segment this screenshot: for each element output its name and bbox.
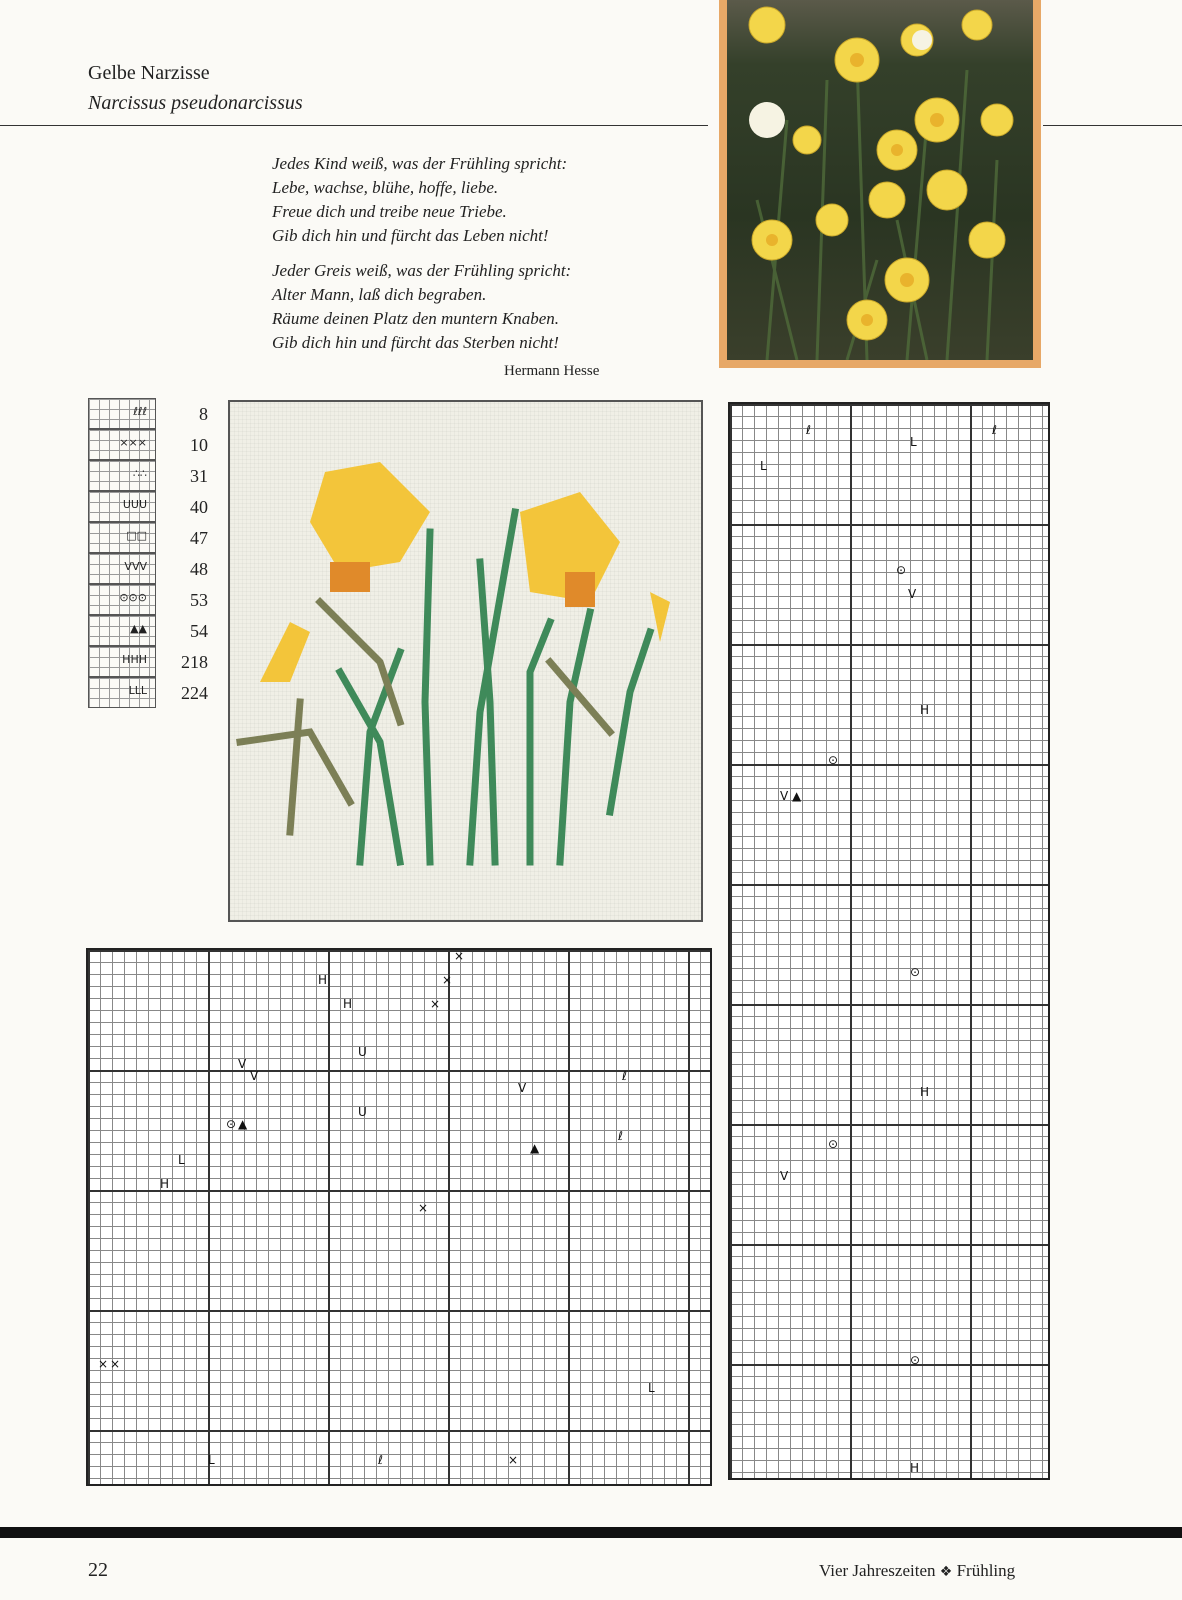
chart-symbol: L [208, 1453, 215, 1467]
chart-symbol: × [430, 997, 441, 1011]
legend-row [88, 646, 212, 677]
legend-symbol: LLL [88, 677, 156, 708]
header-rule-right [1043, 125, 1182, 126]
legend-row [88, 553, 212, 584]
legend-symbol: UUU [88, 491, 156, 522]
poem-line: Räume deinen Platz den muntern Knaben. [272, 309, 560, 328]
chart-symbol: × [442, 973, 453, 987]
legend-row [88, 460, 212, 491]
poem-line: Jeder Greis weiß, was der Frühling spricht: [272, 261, 572, 280]
common-name-title: Gelbe Narzisse [88, 62, 210, 84]
chart-symbol: × [418, 1201, 429, 1215]
chart-symbol: H [160, 1177, 170, 1191]
cross-stitch-chart-bottom [86, 948, 712, 1486]
chart-symbol: U [358, 1045, 367, 1059]
chart-symbol: V [518, 1081, 527, 1095]
stitched-sample-photo [228, 400, 703, 922]
poem-line: Jedes Kind weiß, was der Frühling spricht: [272, 154, 568, 173]
chart-symbol: ⊙ [226, 1117, 237, 1131]
chart-symbol: L [760, 459, 767, 473]
legend-number: 48 [190, 559, 208, 579]
legend-number: 31 [190, 466, 208, 486]
chart-symbol: ⊙ [910, 1353, 921, 1367]
chart-symbol: ⊙ [828, 753, 839, 767]
legend-symbol: ∴∴ [88, 460, 156, 491]
latin-name-title: Narcissus pseudonarcissus [88, 92, 303, 114]
chart-symbol: L [910, 435, 917, 449]
page-number: 22 [88, 1559, 108, 1581]
chart-symbol: V [908, 587, 917, 601]
footer-separator-icon: ❖ [939, 1564, 953, 1580]
chart-symbol: H [910, 1461, 920, 1475]
chart-symbol: L [648, 1381, 655, 1395]
legend-symbol: ℓℓℓ [88, 398, 156, 429]
legend-row [88, 615, 212, 646]
chart-symbol: ℓ [618, 1129, 623, 1143]
chart-symbol: ⊙ [910, 965, 921, 979]
legend-symbol: ▲▲ [88, 615, 156, 646]
legend-number: 40 [190, 497, 208, 517]
chart-symbol: V [250, 1069, 259, 1083]
chart-symbol: ℓ [378, 1453, 383, 1467]
poem-stanza-2 [272, 259, 571, 355]
legend-symbol: □□ [88, 522, 156, 553]
legend-symbol: HHH [88, 646, 156, 677]
chart-symbol: V [780, 789, 789, 803]
chart-symbol: × [98, 1357, 109, 1371]
legend-row [88, 491, 212, 522]
legend-number: 218 [181, 652, 208, 672]
footer-bar [0, 1527, 1182, 1538]
chart-symbol: × [110, 1357, 121, 1371]
legend-symbol: ××× [88, 429, 156, 460]
poem-author: Hermann Hesse [504, 363, 600, 379]
stitched-daffodil-illustration [230, 402, 701, 920]
legend-number: 54 [190, 621, 208, 641]
daffodil-photo [727, 0, 1033, 360]
poem-line: Gib dich hin und fürcht das Leben nicht! [272, 226, 549, 245]
book-title: Vier Jahreszeiten [819, 1561, 936, 1580]
chart-symbol: H [920, 703, 930, 717]
chart-symbol: ▲ [792, 789, 802, 803]
cross-stitch-chart-right [728, 402, 1050, 1480]
daffodil-photo-frame [719, 0, 1041, 368]
chart-symbol: ℓ [992, 423, 997, 437]
chart-symbol: V [238, 1057, 247, 1071]
legend-number: 53 [190, 590, 208, 610]
legend-row [88, 584, 212, 615]
footer-running-title [819, 1561, 1015, 1581]
chart-symbol: ℓ [622, 1069, 627, 1083]
chapter-title: Frühling [956, 1561, 1016, 1580]
chart-symbol: U [358, 1105, 367, 1119]
legend-symbol: ⊙⊙⊙ [88, 584, 156, 615]
chart-symbol: H [920, 1085, 930, 1099]
chart-symbol: H [318, 973, 328, 987]
chart-symbol: × [508, 1453, 519, 1467]
legend-row [88, 429, 212, 460]
legend-row [88, 398, 212, 429]
legend-symbol: VVV [88, 553, 156, 584]
poem-line: Gib dich hin und fürcht das Sterben nicht! [272, 333, 559, 352]
chart-symbol: ▲ [530, 1141, 540, 1155]
chart-symbol: V [780, 1169, 789, 1183]
poem-line: Lebe, wachse, blühe, hoffe, liebe. [272, 178, 499, 197]
chart-symbol: ℓ [806, 423, 811, 437]
chart-symbol: ▲ [238, 1117, 248, 1131]
poem-line: Alter Mann, laß dich begraben. [272, 285, 487, 304]
legend-row [88, 522, 212, 553]
chart-symbol: L [178, 1153, 185, 1167]
legend-number: 47 [190, 528, 208, 548]
poem-stanza-1 [272, 152, 567, 248]
chart-symbol: ⊙ [828, 1137, 839, 1151]
chart-symbol: ⊙ [896, 563, 907, 577]
legend-number: 10 [190, 435, 208, 455]
legend-row [88, 677, 212, 708]
legend-number: 224 [181, 683, 208, 703]
legend-number: 8 [199, 404, 208, 424]
daffodil-photo-illustration [727, 0, 1033, 360]
chart-symbol: × [454, 949, 465, 963]
header-rule [0, 125, 708, 126]
poem-line: Freue dich und treibe neue Triebe. [272, 202, 507, 221]
chart-symbol: H [343, 997, 353, 1011]
